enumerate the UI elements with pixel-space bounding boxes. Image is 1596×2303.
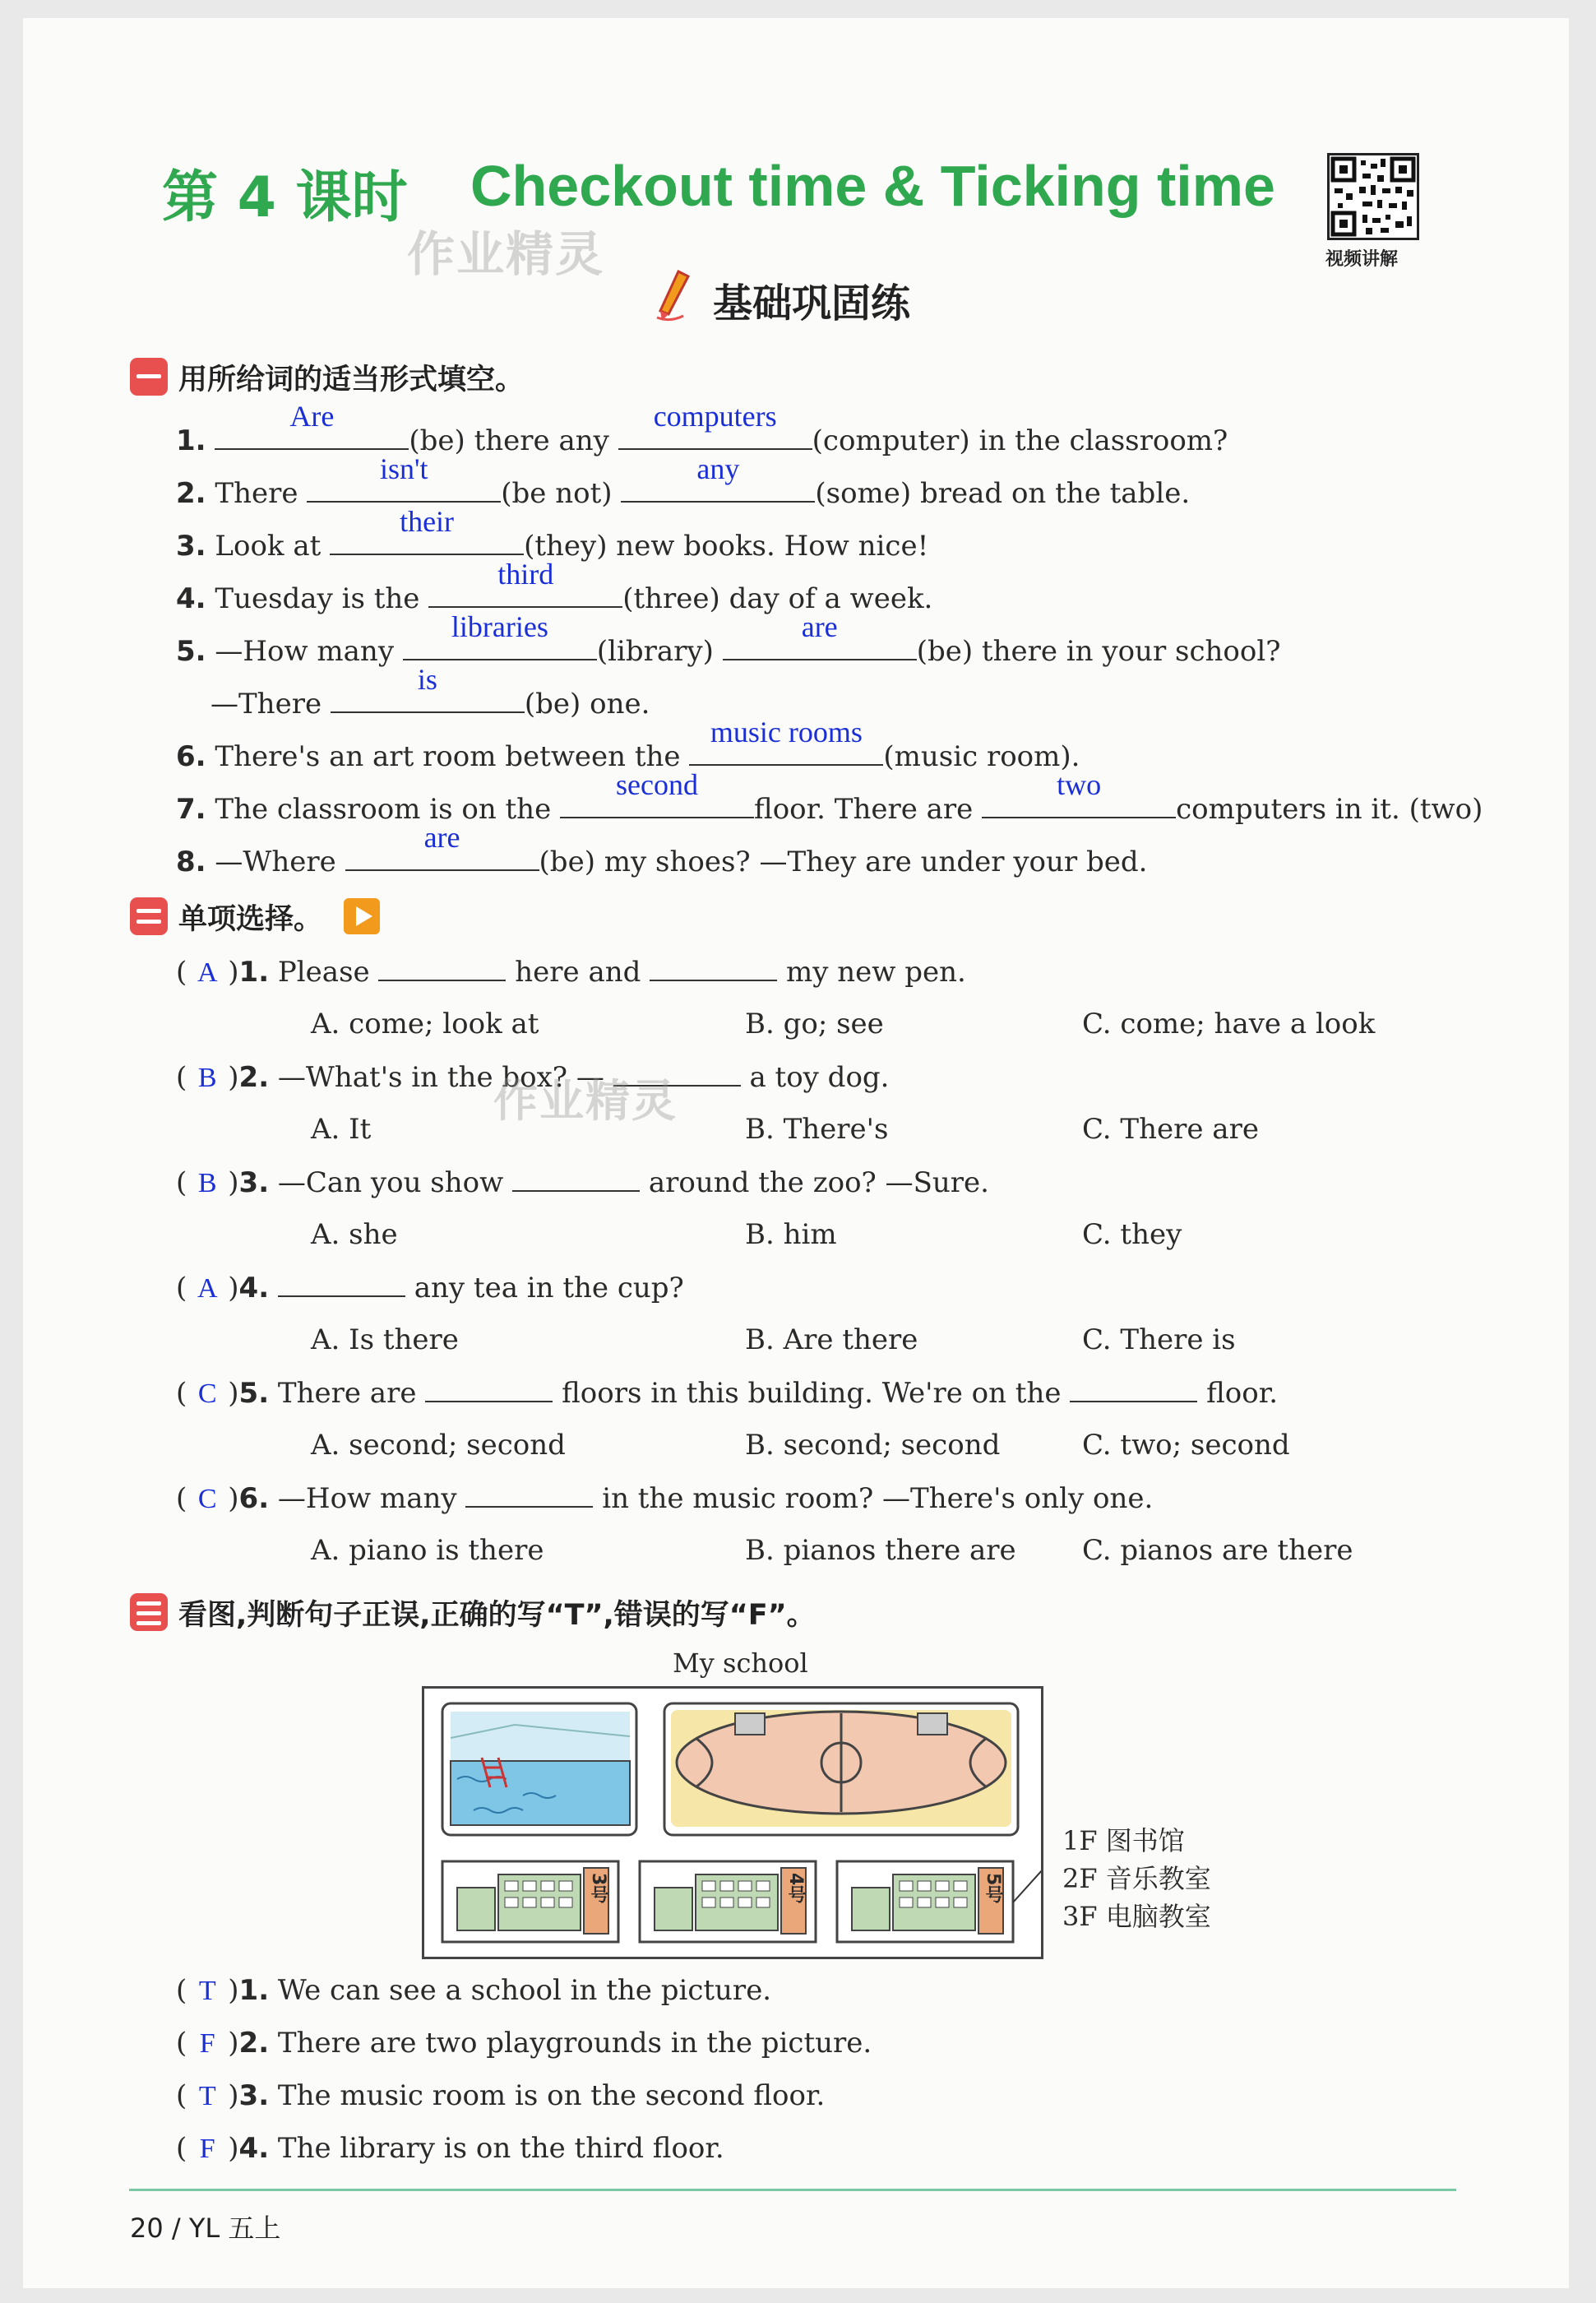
- answer-blank[interactable]: two: [982, 784, 1176, 818]
- lesson-number: 第 4 课时: [162, 165, 408, 230]
- fill-question-5-reply: —There is (be) one.: [210, 663, 650, 721]
- option-c[interactable]: C. There are: [1082, 1113, 1259, 1146]
- answer-blank[interactable]: libraries: [403, 626, 597, 660]
- fill-question-8: 8. —Where are (be) my shoes? —They are under your bed.: [176, 821, 1148, 878]
- building-number: 4号: [785, 1873, 806, 1904]
- answer-blank[interactable]: their: [330, 521, 524, 555]
- judge-question-3: ( T )3. The music room is on the second floor.: [176, 2079, 826, 2112]
- answer-blank[interactable]: computers: [618, 415, 812, 450]
- option-b[interactable]: B. pianos there are: [745, 1534, 1016, 1567]
- fill-question-3: 3. Look at their (they) new books. How nice!: [176, 505, 929, 563]
- fill-question-6: 6. There's an art room between the music rooms (music room).: [176, 716, 1080, 773]
- option-b[interactable]: B. him: [745, 1218, 837, 1251]
- section-three-badge-icon: [130, 1593, 168, 1631]
- option-a[interactable]: A. she: [311, 1218, 398, 1251]
- lesson-title: Checkout time & Ticking time: [470, 154, 1275, 218]
- section-three-title: 看图,判断句子正误,正确的写“T”,错误的写“F”。: [178, 1599, 816, 1632]
- option-a[interactable]: A. piano is there: [311, 1534, 544, 1567]
- floor-label-3: 3F 电脑教室: [1062, 1901, 1211, 1932]
- fill-question-5: 5. —How many libraries (library) are (be) there in your school?: [176, 610, 1281, 668]
- section-one-badge-icon: [130, 358, 168, 396]
- option-a[interactable]: A. Is there: [311, 1323, 459, 1356]
- fill-question-4: 4. Tuesday is the third (three) day of a week.: [176, 558, 933, 615]
- building-number: 3号: [588, 1873, 608, 1904]
- footer-divider: [129, 2189, 1456, 2191]
- answer-blank[interactable]: [650, 955, 777, 981]
- choice-question-1: ( A )1. Please here and my new pen.: [176, 956, 966, 989]
- section-one-title: 用所给词的适当形式填空。: [178, 364, 525, 396]
- option-b[interactable]: B. Are there: [745, 1323, 918, 1356]
- picture-title: My school: [673, 1647, 808, 1679]
- play-video-icon[interactable]: [344, 898, 380, 934]
- option-a[interactable]: A. second; second: [311, 1429, 566, 1462]
- fill-question-7: 7. The classroom is on the second floor. There are two computers in it. (two): [176, 768, 1483, 826]
- building-illustrations: [442, 1853, 1041, 1942]
- choice-question-2: ( B )2. —What's in the box? — a toy dog.: [176, 1061, 890, 1094]
- answer-blank[interactable]: [465, 1481, 593, 1508]
- answer-blank[interactable]: isn't: [307, 468, 501, 503]
- building-number: 5号: [983, 1873, 1003, 1904]
- answer-blank[interactable]: Are: [215, 415, 409, 450]
- basketball-court-illustration: [664, 1703, 1018, 1835]
- answer-blank[interactable]: any: [621, 468, 815, 503]
- qr-label: 视频讲解: [1325, 249, 1399, 270]
- judge-question-4: ( F )4. The library is on the third floor.: [176, 2132, 724, 2165]
- answer-blank[interactable]: [378, 955, 506, 981]
- answer-blank[interactable]: are: [345, 836, 539, 871]
- watermark: 作业精灵: [407, 226, 605, 282]
- answer-blank[interactable]: music rooms: [689, 731, 883, 766]
- watermark: 作业精灵: [493, 1075, 678, 1127]
- option-c[interactable]: C. come; have a look: [1082, 1008, 1376, 1040]
- answer-blank[interactable]: [278, 1271, 405, 1297]
- section-two-title: 单项选择。: [178, 903, 323, 936]
- choice-question-4: ( A )4. any tea in the cup?: [176, 1272, 684, 1304]
- fill-question-2: 2. There isn't (be not) any (some) bread on the table.: [176, 452, 1191, 510]
- judge-question-2: ( F )2. There are two playgrounds in the picture.: [176, 2027, 872, 2060]
- option-c[interactable]: C. There is: [1082, 1323, 1236, 1356]
- school-picture: [422, 1686, 1043, 1959]
- page-number: 20 / YL 五上: [130, 2213, 281, 2244]
- answer-blank[interactable]: is: [331, 679, 525, 713]
- option-b[interactable]: B. There's: [745, 1113, 889, 1146]
- answer-blank[interactable]: [1070, 1376, 1197, 1402]
- option-c[interactable]: C. two; second: [1082, 1429, 1290, 1462]
- option-c[interactable]: C. they: [1082, 1218, 1182, 1251]
- judge-question-1: ( T )1. We can see a school in the picture.: [176, 1974, 772, 2007]
- choice-question-3: ( B )3. —Can you show around the zoo? —Sure.: [176, 1166, 989, 1199]
- answer-blank[interactable]: [512, 1165, 640, 1192]
- choice-question-5: ( C )5. There are floors in this building. We're on the floor.: [176, 1377, 1279, 1410]
- option-b[interactable]: B. go; see: [745, 1008, 884, 1040]
- answer-blank[interactable]: second: [560, 784, 754, 818]
- pencil-icon: [654, 268, 695, 322]
- answer-blank[interactable]: [425, 1376, 553, 1402]
- option-c[interactable]: C. pianos are there: [1082, 1534, 1353, 1567]
- qr-code-icon[interactable]: [1327, 153, 1419, 240]
- subtitle: 基础巩固练: [713, 280, 911, 327]
- answer-blank[interactable]: third: [428, 573, 622, 608]
- swimming-pool-illustration: [442, 1703, 636, 1835]
- choice-question-6: ( C )6. —How many in the music room? —There's only one.: [176, 1482, 1154, 1515]
- option-a[interactable]: A. come; look at: [311, 1008, 539, 1040]
- section-two-badge-icon: [130, 897, 168, 935]
- answer-blank[interactable]: are: [723, 626, 917, 660]
- fill-question-1: 1. Are (be) there any computers (computer) in the classroom?: [176, 400, 1228, 457]
- floor-label-1: 1F 图书馆: [1062, 1825, 1185, 1856]
- option-a[interactable]: A. It: [311, 1113, 372, 1146]
- option-b[interactable]: B. second; second: [745, 1429, 1001, 1462]
- floor-label-2: 2F 音乐教室: [1062, 1863, 1211, 1894]
